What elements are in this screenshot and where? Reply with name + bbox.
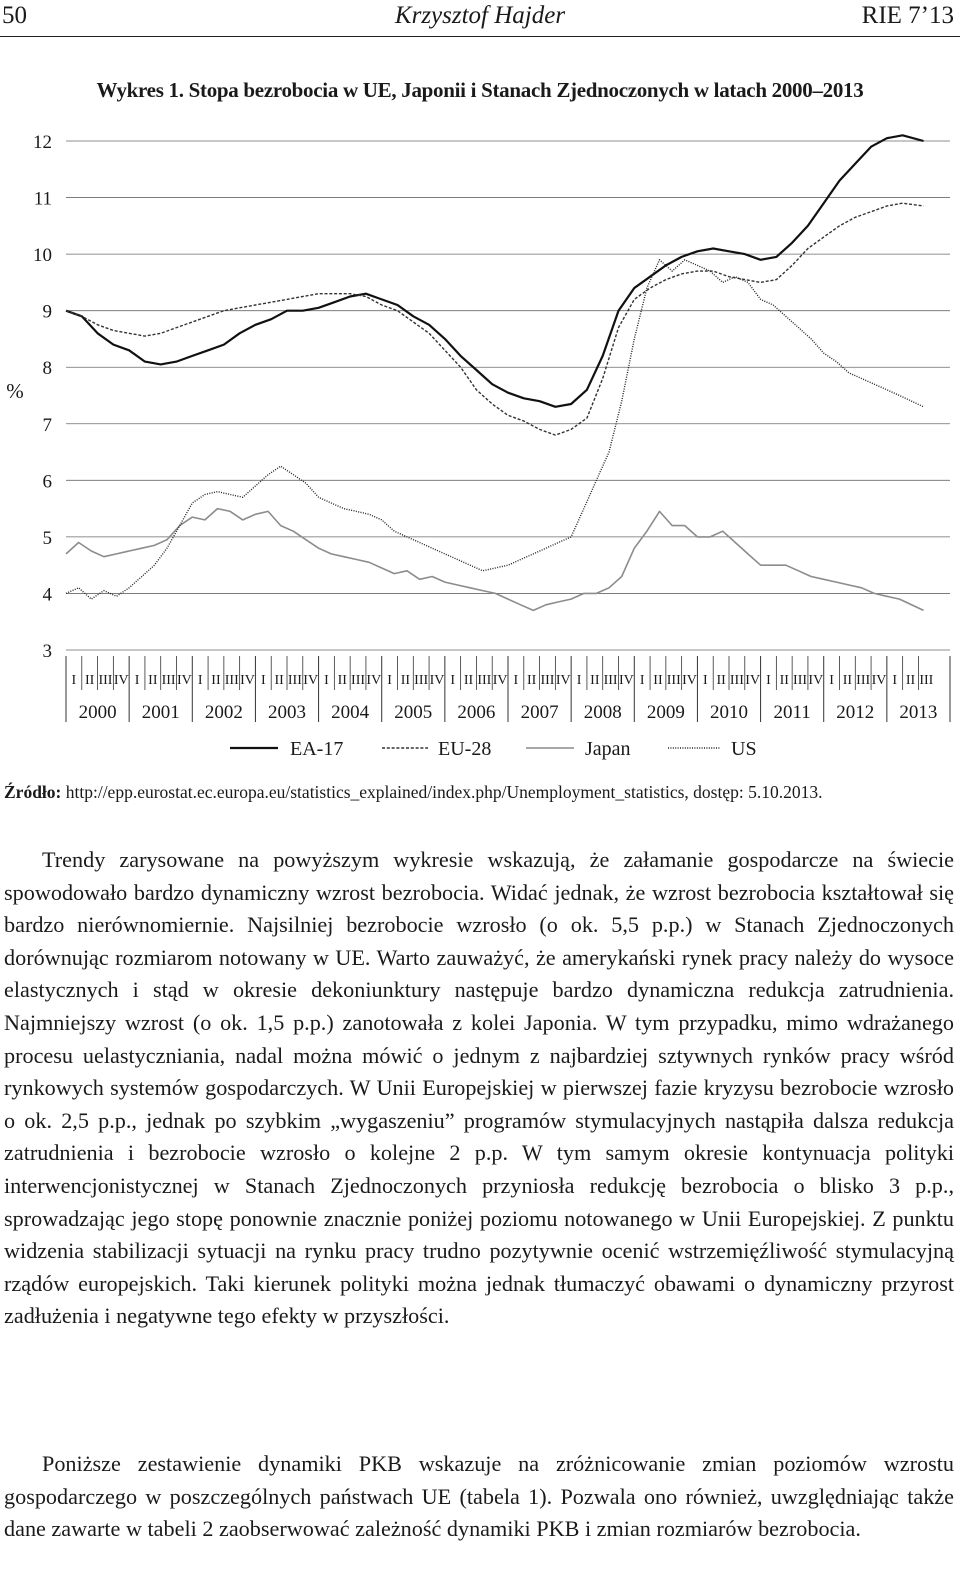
quarter-label: I [197,673,203,688]
running-author: Krzysztof Hajder [394,2,566,29]
quarter-label: II [337,673,347,688]
y-tick-label: 9 [42,301,52,323]
quarter-label: I [71,673,77,688]
quarter-label: II [905,673,916,688]
year-label: 2013 [899,702,938,723]
quarter-label: III [729,673,744,688]
quarter-label: III [666,673,681,688]
quarter-label: III [856,673,871,688]
year-label: 2010 [710,702,748,723]
quarter-label: IV [366,673,382,688]
quarter-label: IV [682,673,697,688]
quarter-label: III [919,673,934,688]
y-axis-label: % [6,379,24,403]
legend-label: EA-17 [290,738,344,760]
quarter-label: I [324,673,329,688]
quarter-label: I [639,673,645,688]
year-label: 2008 [583,702,622,723]
legend-label: EU-28 [438,738,492,760]
quarter-label: III [224,673,239,688]
y-tick-label: 5 [42,527,52,549]
quarter-label: IV [429,673,445,688]
year-label: 2003 [268,702,306,723]
figure-title: Wykres 1. Stopa bezrobocia w UE, Japonii i Stanach Zjednoczonych w latach 2000–2013 [96,78,864,102]
page-number: 50 [2,2,27,29]
y-tick-label: 7 [42,414,52,436]
quarter-label: I [134,673,140,688]
quarter-label: II [590,673,600,688]
quarter-label: II [716,673,726,688]
figure-source [4,782,822,803]
year-label: 2011 [773,702,811,723]
body-paragraph-2: Poniższe zestawienie dynamiki PKB wskazuje na zróżnicowanie zmian poziomów wzrostu gospodarczego w poszczególnych państwach UE (tabela 1). Pozwala ono również, uwzględniając także dane zawarte w tabeli 2 zaobserwować zależność dynamiki PKB i zmian rozmiarów bezrobocia. [4,1451,954,1542]
quarter-label: I [702,673,708,688]
quarter-label: I [766,673,771,688]
year-label: 2009 [646,702,685,723]
y-tick-label: 12 [33,132,52,153]
y-tick-label: 11 [33,188,52,210]
quarter-label: III [161,673,176,688]
quarter-label: III [351,673,366,688]
year-label: 2007 [520,702,559,723]
quarter-label: II [653,673,663,688]
quarter-label: IV [555,673,571,688]
quarter-label: IV [303,673,319,688]
unemployment-chart [0,0,960,780]
quarter-label: II [274,673,284,688]
year-label: 2005 [394,702,433,723]
quarter-label: III [98,673,113,688]
y-tick-label: 3 [42,641,52,662]
quarter-label: III [287,673,302,688]
quarter-label: II [148,673,158,688]
year-label: 2006 [457,702,496,723]
quarter-label: IV [619,673,634,688]
quarter-label: IV [871,673,887,688]
source-label: Źródło: [4,782,62,802]
quarter-label: I [513,673,519,688]
year-label: 2004 [331,702,370,723]
series-line-japan [66,509,924,611]
legend-label: Japan [585,738,631,760]
quarter-label: II [527,673,537,688]
quarter-label: I [829,673,834,688]
year-label: 2002 [204,702,243,723]
y-tick-label: 6 [42,471,52,493]
quarter-label: III [414,673,429,688]
quarter-label: I [387,673,392,688]
quarter-label: II [211,673,221,688]
quarter-label: III [793,673,808,688]
quarter-label: II [400,673,411,688]
quarter-label: IV [177,673,192,688]
quarter-label: IV [745,673,761,688]
y-tick-label: 10 [33,245,52,267]
quarter-label: I [450,673,456,688]
body-paragraph-1: Trendy zarysowane na powyższym wykresie wskazują, że załamanie gospodarcze na świecie spowodowało bardzo dynamiczny wzrost bezrobocia. Widać jednak, że wzrost bezrobocia kształtował się bardzo nierównomiernie. Najsilniej bezrobocie wzrosło (o ok. 5,5 p.p.) w Stanach Zjednoczonych dorównując rozmiarom notowany w UE. Warto zauważyć, że amerykański rynek pracy należy do wysoce elastycznych i stąd w okresie dekoniunktury następuje bardzo dynamiczna redukcja zatrudnienia. Najmniejszy wzrost (o ok. 1,5 p.p.) zanotowała z kolei Japonia. W tym przypadku, mimo wdrażanego procesu uelastyczniania, nadal można mówić o jednym z najbardziej sztywnych rynków pracy wśród rynkowych systemów gospodarczych. W Unii Europejskiej w pierwszej fazie kryzysu bezrobocie wzrosło o ok. 2,5 p.p., jednak po szybkim „wygaszeniu” programów stymulacyjnych nastąpiła dalsza redukcja zatrudnienia i bezrobocie wzrosło o kolejne 2 p.p. W tym samym okresie kontynuacja polityki interwencjonistycznej w Stanach Zjednoczonych przyniosła redukcję bezrobocia o blisko 3 p.p., sprowadzając jego stopę ponownie znacznie poniżej poziomu notowanego w Unii Europejskiej. Z punktu widzenia stabilizacji sytuacji na rynku pracy trudno pozytywnie ocenić wstrzemięźliwość stymulacyjną rządów europejskich. Taki kierunek polityki można jednak tłumaczyć obawami o dynamiczny przyrost zadłużenia i negatywne tego efekty w przyszłości. [4,847,954,1329]
quarter-label: I [576,673,582,688]
year-label: 2012 [836,702,875,723]
quarter-label: III [477,673,492,688]
quarter-label: IV [113,673,129,688]
source-text: http://epp.eurostat.ec.europa.eu/statistics_explained/index.php/Unemployment_statistics, dostęp: 5.10.2013. [61,782,823,802]
series-line-eu-28 [66,203,924,435]
quarter-label: I [892,673,898,688]
year-label: 2001 [141,702,180,723]
series-line-ea-17 [66,135,924,407]
quarter-label: II [463,673,474,688]
y-tick-label: 8 [42,358,52,380]
quarter-label: IV [240,673,255,688]
quarter-label: II [85,673,95,688]
quarter-label: IV [808,673,824,688]
quarter-label: II [842,673,853,688]
legend-label: US [731,738,757,760]
quarter-label: III [540,673,555,688]
journal-label: RIE 7’13 [861,2,954,29]
year-label: 2000 [78,702,117,723]
quarter-label: II [779,673,789,688]
quarter-label: I [260,673,266,688]
quarter-label: IV [492,673,508,688]
y-tick-label: 4 [42,584,52,606]
quarter-label: III [603,673,618,688]
